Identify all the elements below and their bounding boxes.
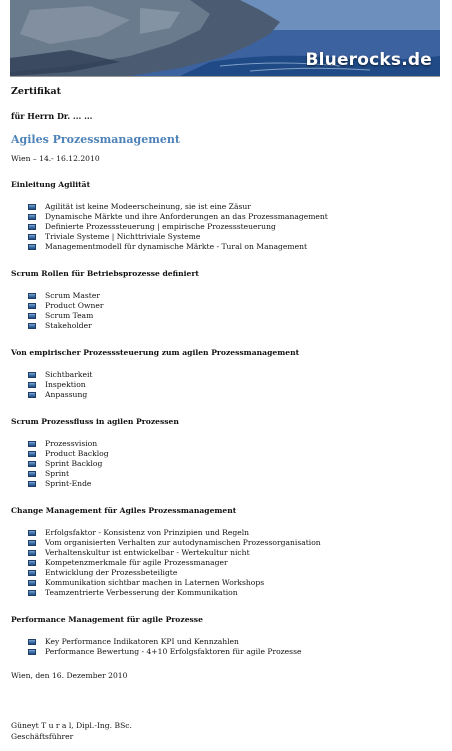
topic-list bbox=[28, 439, 441, 489]
list-item bbox=[28, 212, 441, 222]
list-item bbox=[28, 469, 441, 479]
course-date: Wien – 14.- 16.12.2010 bbox=[11, 154, 100, 163]
list-item-text: Agilität ist keine Modeerscheinung, sie ist eine Zäsur bbox=[45, 202, 251, 211]
square-bullet-icon bbox=[28, 639, 36, 645]
section-title: Einleitung Agilität bbox=[11, 180, 91, 189]
list-item bbox=[28, 291, 441, 301]
list-item bbox=[28, 588, 441, 598]
list-item bbox=[28, 449, 441, 459]
signer-name: Güneyt T u r a l, Dipl.-Ing. BSc. bbox=[11, 721, 132, 730]
list-item-text: Prozessvision bbox=[45, 439, 98, 448]
list-item-text: Erfolgsfaktor - Konsistenz von Prinzipien und Regeln bbox=[45, 528, 250, 537]
topic-list bbox=[28, 637, 441, 657]
square-bullet-icon bbox=[28, 293, 36, 299]
square-bullet-icon bbox=[28, 382, 36, 388]
square-bullet-icon bbox=[28, 481, 36, 487]
header-divider bbox=[10, 76, 440, 77]
list-item bbox=[28, 390, 441, 400]
square-bullet-icon bbox=[28, 234, 36, 240]
document-heading: Zertifikat bbox=[11, 86, 62, 97]
square-bullet-icon bbox=[28, 570, 36, 576]
topic-section bbox=[11, 615, 441, 657]
topic-section bbox=[11, 506, 441, 598]
square-bullet-icon bbox=[28, 303, 36, 309]
list-item-text: Performance Bewertung - 4+10 Erfolgsfaktoren für agile Prozesse bbox=[45, 647, 302, 656]
section-title: Scrum Prozessfluss in agilen Prozessen bbox=[11, 417, 179, 426]
square-bullet-icon bbox=[28, 323, 36, 329]
list-item-text: Scrum Team bbox=[45, 311, 94, 320]
list-item bbox=[28, 370, 441, 380]
course-title: Agiles Prozessmanagement bbox=[11, 133, 180, 146]
square-bullet-icon bbox=[28, 649, 36, 655]
list-item bbox=[28, 301, 441, 311]
section-title: Change Management für Agiles Prozessmanagement bbox=[11, 506, 237, 515]
square-bullet-icon bbox=[28, 461, 36, 467]
list-item bbox=[28, 479, 441, 489]
list-item bbox=[28, 242, 441, 252]
list-item bbox=[28, 439, 441, 449]
square-bullet-icon bbox=[28, 590, 36, 596]
list-item bbox=[28, 311, 441, 321]
square-bullet-icon bbox=[28, 580, 36, 586]
topic-list bbox=[28, 202, 441, 252]
topic-section bbox=[11, 348, 441, 400]
square-bullet-icon bbox=[28, 392, 36, 398]
square-bullet-icon bbox=[28, 372, 36, 378]
list-item-text: Product Backlog bbox=[45, 449, 109, 458]
list-item-text: Key Performance Indikatoren KPI und Kennzahlen bbox=[45, 637, 239, 646]
square-bullet-icon bbox=[28, 244, 36, 250]
list-item bbox=[28, 548, 441, 558]
list-item-text: Sprint Backlog bbox=[45, 459, 103, 468]
square-bullet-icon bbox=[28, 540, 36, 546]
header-banner bbox=[10, 0, 440, 76]
list-item-text: Scrum Master bbox=[45, 291, 100, 300]
list-item-text: Inspektion bbox=[45, 380, 86, 389]
signature-block bbox=[11, 720, 132, 742]
topic-list bbox=[28, 370, 441, 400]
topic-section bbox=[11, 417, 441, 489]
list-item-text: Teamzentrierte Verbesserung der Kommunikation bbox=[45, 588, 238, 597]
square-bullet-icon bbox=[28, 471, 36, 477]
square-bullet-icon bbox=[28, 451, 36, 457]
list-item bbox=[28, 528, 441, 538]
list-item bbox=[28, 202, 441, 212]
list-item-text: Vom organisierten Verhalten zur autodynamischen Prozessorganisation bbox=[45, 538, 321, 547]
topic-list bbox=[28, 528, 441, 598]
signer-role: Geschäftsführer bbox=[11, 732, 74, 741]
list-item-text: Sichtbarkeit bbox=[45, 370, 93, 379]
list-item-text: Dynamische Märkte und ihre Anforderungen an das Prozessmanagement bbox=[45, 212, 328, 221]
list-item-text: Definierte Prozesssteuerung | empirische Prozesssteuerung bbox=[45, 222, 276, 231]
certificate-document bbox=[11, 86, 441, 680]
list-item-text: Product Owner bbox=[45, 301, 104, 310]
section-title: Von empirischer Prozesssteuerung zum agilen Prozessmanagement bbox=[11, 348, 300, 357]
list-item bbox=[28, 647, 441, 657]
list-item-text: Verhaltenskultur ist entwickelbar - Wertekultur nicht bbox=[45, 548, 250, 557]
square-bullet-icon bbox=[28, 530, 36, 536]
square-bullet-icon bbox=[28, 214, 36, 220]
recipient-line: für Herrn Dr. ... ... bbox=[11, 111, 93, 121]
list-item-text: Stakeholder bbox=[45, 321, 92, 330]
closing-date: Wien, den 16. Dezember 2010 bbox=[11, 671, 128, 680]
list-item bbox=[28, 380, 441, 390]
list-item-text: Sprint bbox=[45, 469, 70, 478]
square-bullet-icon bbox=[28, 550, 36, 556]
square-bullet-icon bbox=[28, 560, 36, 566]
topic-section bbox=[11, 269, 441, 331]
section-title: Scrum Rollen für Betriebsprozesse definiert bbox=[11, 269, 199, 278]
list-item-text: Sprint-Ende bbox=[45, 479, 92, 488]
square-bullet-icon bbox=[28, 441, 36, 447]
list-item-text: Kommunikation sichtbar machen in Laternen Workshops bbox=[45, 578, 265, 587]
square-bullet-icon bbox=[28, 224, 36, 230]
list-item bbox=[28, 321, 441, 331]
list-item bbox=[28, 578, 441, 588]
list-item bbox=[28, 232, 441, 242]
list-item-text: Entwicklung der Prozessbeteiligte bbox=[45, 568, 178, 577]
list-item bbox=[28, 637, 441, 647]
topic-list bbox=[28, 291, 441, 331]
list-item-text: Anpassung bbox=[45, 390, 88, 399]
square-bullet-icon bbox=[28, 313, 36, 319]
list-item-text: Managementmodell für dynamische Märkte - Tural on Management bbox=[45, 242, 308, 251]
section-title: Performance Management für agile Prozesse bbox=[11, 615, 203, 624]
brand-logo-text: Bluerocks.de bbox=[305, 50, 432, 70]
list-item bbox=[28, 459, 441, 469]
topic-section bbox=[11, 180, 441, 252]
list-item-text: Triviale Systeme | Nichttriviale Systeme bbox=[45, 232, 201, 241]
list-item bbox=[28, 222, 441, 232]
topic-sections bbox=[11, 180, 441, 657]
list-item bbox=[28, 558, 441, 568]
list-item bbox=[28, 538, 441, 548]
square-bullet-icon bbox=[28, 204, 36, 210]
list-item-text: Kompetenzmerkmale für agile Prozessmanager bbox=[45, 558, 228, 567]
list-item bbox=[28, 568, 441, 578]
